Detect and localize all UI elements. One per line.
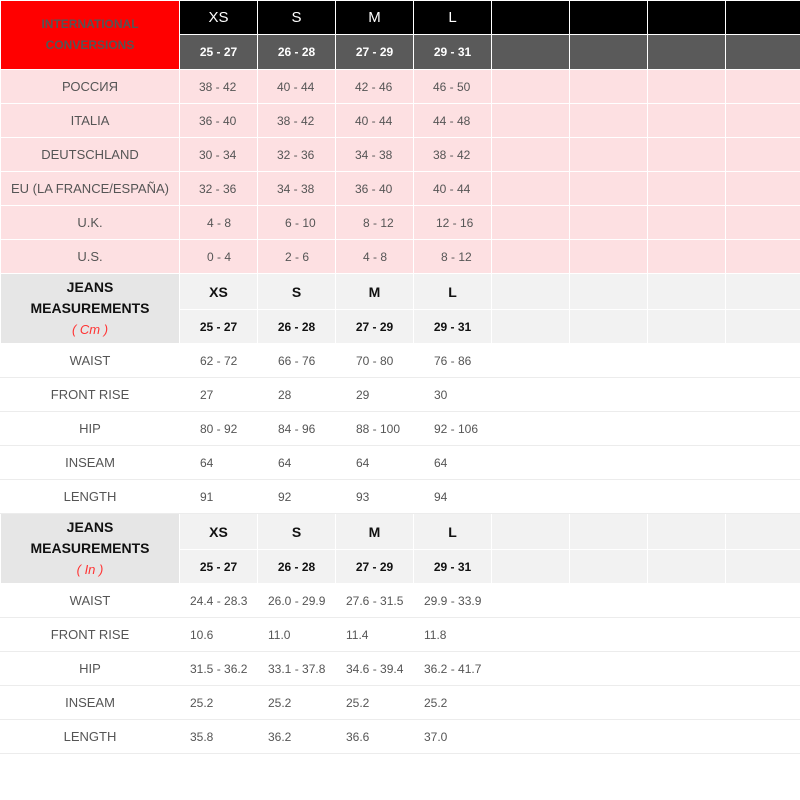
- empty-cell: [648, 104, 726, 138]
- empty-cell: [648, 378, 726, 412]
- measurement-value: 37.0: [414, 720, 492, 754]
- jeans-in-title-line-2: MEASUREMENTS: [30, 540, 150, 556]
- empty-cell: [492, 618, 570, 652]
- empty-cell: [648, 310, 726, 344]
- measurement-label: WAIST: [1, 584, 180, 618]
- jeans-cm-size-xs: XS: [180, 274, 258, 310]
- empty-cell: [570, 480, 648, 514]
- conversion-value: 2 - 6: [258, 240, 336, 274]
- country-label: DEUTSCHLAND: [1, 138, 180, 172]
- empty-cell: [726, 480, 800, 514]
- measurement-label: INSEAM: [1, 686, 180, 720]
- measurement-value: 36.2: [258, 720, 336, 754]
- jeans-in-range-s: 26 - 28: [258, 550, 336, 584]
- empty-cell: [648, 412, 726, 446]
- measurement-value: 92: [258, 480, 336, 514]
- jeans-in-title-line-1: JEANS: [66, 519, 114, 535]
- empty-cell: [570, 310, 648, 344]
- jeans-cm-range-s: 26 - 28: [258, 310, 336, 344]
- measurement-label: LENGTH: [1, 480, 180, 514]
- empty-cell: [492, 412, 570, 446]
- empty-cell: [648, 172, 726, 206]
- empty-cell: [726, 35, 800, 70]
- empty-cell: [570, 686, 648, 720]
- empty-cell: [726, 446, 800, 480]
- conversion-row-deutschland: [1, 138, 800, 172]
- title-line-1: INTERNATIONAL: [41, 17, 139, 31]
- size-header-m: M: [336, 1, 414, 35]
- jeans-in-unit: ( In ): [76, 562, 104, 577]
- conversion-value: 32 - 36: [258, 138, 336, 172]
- jeans-cm-row-inseam: [1, 446, 800, 480]
- empty-cell: [492, 274, 570, 310]
- measurement-value: 27: [180, 378, 258, 412]
- measurement-value: 28: [258, 378, 336, 412]
- range-header-l: 29 - 31: [414, 35, 492, 70]
- conversion-value: 34 - 38: [336, 138, 414, 172]
- conversion-value: 40 - 44: [414, 172, 492, 206]
- empty-cell: [648, 720, 726, 754]
- empty-cell: [648, 240, 726, 274]
- empty-cell: [648, 514, 726, 550]
- international-conversions-title: [1, 1, 180, 70]
- measurement-value: 70 - 80: [336, 344, 414, 378]
- empty-cell: [570, 206, 648, 240]
- title-line-2: CONVERSIONS: [45, 38, 135, 52]
- conversion-value: 38 - 42: [258, 104, 336, 138]
- measurement-label: LENGTH: [1, 720, 180, 754]
- empty-cell: [648, 70, 726, 104]
- empty-cell: [726, 720, 800, 754]
- empty-cell: [726, 412, 800, 446]
- measurement-value: 11.0: [258, 618, 336, 652]
- empty-cell: [726, 618, 800, 652]
- jeans-in-size-m: M: [336, 514, 414, 550]
- conversion-value: 4 - 8: [336, 240, 414, 274]
- empty-cell: [726, 344, 800, 378]
- jeans-cm-unit: ( Cm ): [71, 322, 109, 337]
- empty-cell: [726, 1, 800, 35]
- jeans-in-row-front-rise: [1, 618, 800, 652]
- measurement-value: 93: [336, 480, 414, 514]
- measurement-value: 64: [336, 446, 414, 480]
- jeans-cm-row-waist: [1, 344, 800, 378]
- size-header-l: L: [414, 1, 492, 35]
- measurement-value: 64: [258, 446, 336, 480]
- conversion-row-russia: [1, 70, 800, 104]
- conversion-value: 30 - 34: [180, 138, 258, 172]
- country-label: U.K.: [1, 206, 180, 240]
- conversion-value: 8 - 12: [336, 206, 414, 240]
- measurement-value: 25.2: [414, 686, 492, 720]
- jeans-in-title: [1, 514, 180, 584]
- country-label: U.S.: [1, 240, 180, 274]
- range-header-s: 26 - 28: [258, 35, 336, 70]
- empty-cell: [648, 618, 726, 652]
- measurement-value: 84 - 96: [258, 412, 336, 446]
- empty-cell: [726, 70, 800, 104]
- empty-cell: [492, 584, 570, 618]
- empty-cell: [648, 686, 726, 720]
- country-label: РОССИЯ: [1, 70, 180, 104]
- measurement-value: 29.9 - 33.9: [414, 584, 492, 618]
- size-header-s: S: [258, 1, 336, 35]
- measurement-value: 25.2: [180, 686, 258, 720]
- conversion-value: 40 - 44: [336, 104, 414, 138]
- conversion-value: 42 - 46: [336, 70, 414, 104]
- measurement-value: 34.6 - 39.4: [336, 652, 414, 686]
- measurement-value: 11.4: [336, 618, 414, 652]
- jeans-in-range-xs: 25 - 27: [180, 550, 258, 584]
- jeans-cm-row-hip: [1, 412, 800, 446]
- empty-cell: [570, 104, 648, 138]
- measurement-label: HIP: [1, 652, 180, 686]
- measurement-value: 35.8: [180, 720, 258, 754]
- measurement-value: 62 - 72: [180, 344, 258, 378]
- empty-cell: [492, 480, 570, 514]
- conversion-row-eu: [1, 172, 800, 206]
- empty-cell: [570, 550, 648, 584]
- conversion-row-uk: [1, 206, 800, 240]
- measurement-value: 30: [414, 378, 492, 412]
- empty-cell: [648, 138, 726, 172]
- empty-cell: [570, 35, 648, 70]
- empty-cell: [570, 240, 648, 274]
- conversion-value: 44 - 48: [414, 104, 492, 138]
- jeans-cm-size-m: M: [336, 274, 414, 310]
- measurement-value: 36.2 - 41.7: [414, 652, 492, 686]
- measurement-value: 92 - 106: [414, 412, 492, 446]
- jeans-cm-size-row: [1, 274, 800, 310]
- empty-cell: [570, 172, 648, 206]
- empty-cell: [648, 344, 726, 378]
- empty-cell: [726, 206, 800, 240]
- jeans-in-size-l: L: [414, 514, 492, 550]
- measurement-value: 29: [336, 378, 414, 412]
- empty-cell: [648, 584, 726, 618]
- conversion-value: 0 - 4: [180, 240, 258, 274]
- empty-cell: [570, 514, 648, 550]
- jeans-cm-title: [1, 274, 180, 344]
- empty-cell: [570, 584, 648, 618]
- measurement-value: 94: [414, 480, 492, 514]
- empty-cell: [726, 378, 800, 412]
- empty-cell: [492, 70, 570, 104]
- jeans-in-row-length: [1, 720, 800, 754]
- empty-cell: [492, 550, 570, 584]
- empty-cell: [726, 550, 800, 584]
- conversion-value: 40 - 44: [258, 70, 336, 104]
- empty-cell: [492, 104, 570, 138]
- empty-cell: [648, 206, 726, 240]
- jeans-in-range-l: 29 - 31: [414, 550, 492, 584]
- jeans-cm-size-s: S: [258, 274, 336, 310]
- measurement-value: 25.2: [258, 686, 336, 720]
- jeans-in-row-hip: [1, 652, 800, 686]
- range-header-m: 27 - 29: [336, 35, 414, 70]
- measurement-value: 64: [414, 446, 492, 480]
- conversion-row-italia: [1, 104, 800, 138]
- measurement-value: 80 - 92: [180, 412, 258, 446]
- jeans-in-size-xs: XS: [180, 514, 258, 550]
- empty-cell: [726, 686, 800, 720]
- empty-cell: [726, 310, 800, 344]
- measurement-value: 10.6: [180, 618, 258, 652]
- empty-cell: [648, 480, 726, 514]
- jeans-in-size-s: S: [258, 514, 336, 550]
- measurement-value: 88 - 100: [336, 412, 414, 446]
- empty-cell: [726, 172, 800, 206]
- conversion-value: 38 - 42: [180, 70, 258, 104]
- empty-cell: [570, 446, 648, 480]
- measurement-value: 66 - 76: [258, 344, 336, 378]
- country-label: ITALIA: [1, 104, 180, 138]
- empty-cell: [726, 584, 800, 618]
- empty-cell: [726, 240, 800, 274]
- jeans-cm-range-l: 29 - 31: [414, 310, 492, 344]
- jeans-in-row-inseam: [1, 686, 800, 720]
- empty-cell: [648, 550, 726, 584]
- empty-cell: [648, 652, 726, 686]
- measurement-value: 76 - 86: [414, 344, 492, 378]
- conversion-value: 36 - 40: [180, 104, 258, 138]
- conversion-value: 8 - 12: [414, 240, 492, 274]
- jeans-cm-row-length: [1, 480, 800, 514]
- jeans-in-size-row: [1, 514, 800, 550]
- measurement-label: FRONT RISE: [1, 378, 180, 412]
- measurement-label: FRONT RISE: [1, 618, 180, 652]
- empty-cell: [570, 378, 648, 412]
- empty-cell: [570, 138, 648, 172]
- empty-cell: [648, 274, 726, 310]
- empty-cell: [648, 1, 726, 35]
- empty-cell: [570, 652, 648, 686]
- empty-cell: [648, 446, 726, 480]
- empty-cell: [726, 652, 800, 686]
- jeans-cm-size-l: L: [414, 274, 492, 310]
- measurement-value: 91: [180, 480, 258, 514]
- empty-cell: [726, 514, 800, 550]
- jeans-in-range-m: 27 - 29: [336, 550, 414, 584]
- measurement-value: 26.0 - 29.9: [258, 584, 336, 618]
- empty-cell: [492, 1, 570, 35]
- empty-cell: [726, 274, 800, 310]
- empty-cell: [570, 412, 648, 446]
- empty-cell: [570, 618, 648, 652]
- measurement-value: 33.1 - 37.8: [258, 652, 336, 686]
- empty-cell: [492, 652, 570, 686]
- empty-cell: [492, 344, 570, 378]
- measurement-value: 64: [180, 446, 258, 480]
- empty-cell: [492, 138, 570, 172]
- jeans-cm-range-xs: 25 - 27: [180, 310, 258, 344]
- empty-cell: [492, 378, 570, 412]
- measurement-label: HIP: [1, 412, 180, 446]
- empty-cell: [570, 274, 648, 310]
- empty-cell: [726, 104, 800, 138]
- range-header-xs: 25 - 27: [180, 35, 258, 70]
- empty-cell: [648, 35, 726, 70]
- empty-cell: [570, 720, 648, 754]
- measurement-value: 36.6: [336, 720, 414, 754]
- measurement-value: 25.2: [336, 686, 414, 720]
- jeans-cm-range-m: 27 - 29: [336, 310, 414, 344]
- empty-cell: [492, 172, 570, 206]
- empty-cell: [492, 446, 570, 480]
- country-label: EU (LA FRANCE/ESPAÑA): [1, 172, 180, 206]
- conversion-value: 34 - 38: [258, 172, 336, 206]
- measurement-value: 11.8: [414, 618, 492, 652]
- empty-cell: [726, 138, 800, 172]
- conversion-value: 4 - 8: [180, 206, 258, 240]
- conversion-value: 38 - 42: [414, 138, 492, 172]
- empty-cell: [492, 514, 570, 550]
- jeans-cm-row-front-rise: [1, 378, 800, 412]
- conversion-value: 12 - 16: [414, 206, 492, 240]
- conversion-value: 36 - 40: [336, 172, 414, 206]
- empty-cell: [492, 720, 570, 754]
- empty-cell: [570, 70, 648, 104]
- empty-cell: [492, 310, 570, 344]
- measurement-label: WAIST: [1, 344, 180, 378]
- jeans-cm-title-line-2: MEASUREMENTS: [30, 300, 150, 316]
- jeans-cm-title-line-1: JEANS: [66, 279, 114, 295]
- empty-cell: [570, 1, 648, 35]
- measurement-value: 31.5 - 36.2: [180, 652, 258, 686]
- empty-cell: [492, 35, 570, 70]
- empty-cell: [492, 206, 570, 240]
- measurement-value: 24.4 - 28.3: [180, 584, 258, 618]
- conversion-value: 6 - 10: [258, 206, 336, 240]
- conversion-row-us: [1, 240, 800, 274]
- empty-cell: [492, 240, 570, 274]
- measurement-label: INSEAM: [1, 446, 180, 480]
- header-size-row: [1, 1, 800, 35]
- empty-cell: [570, 344, 648, 378]
- empty-cell: [492, 686, 570, 720]
- measurement-value: 27.6 - 31.5: [336, 584, 414, 618]
- conversion-value: 46 - 50: [414, 70, 492, 104]
- conversion-value: 32 - 36: [180, 172, 258, 206]
- jeans-in-row-waist: [1, 584, 800, 618]
- size-header-xs: XS: [180, 1, 258, 35]
